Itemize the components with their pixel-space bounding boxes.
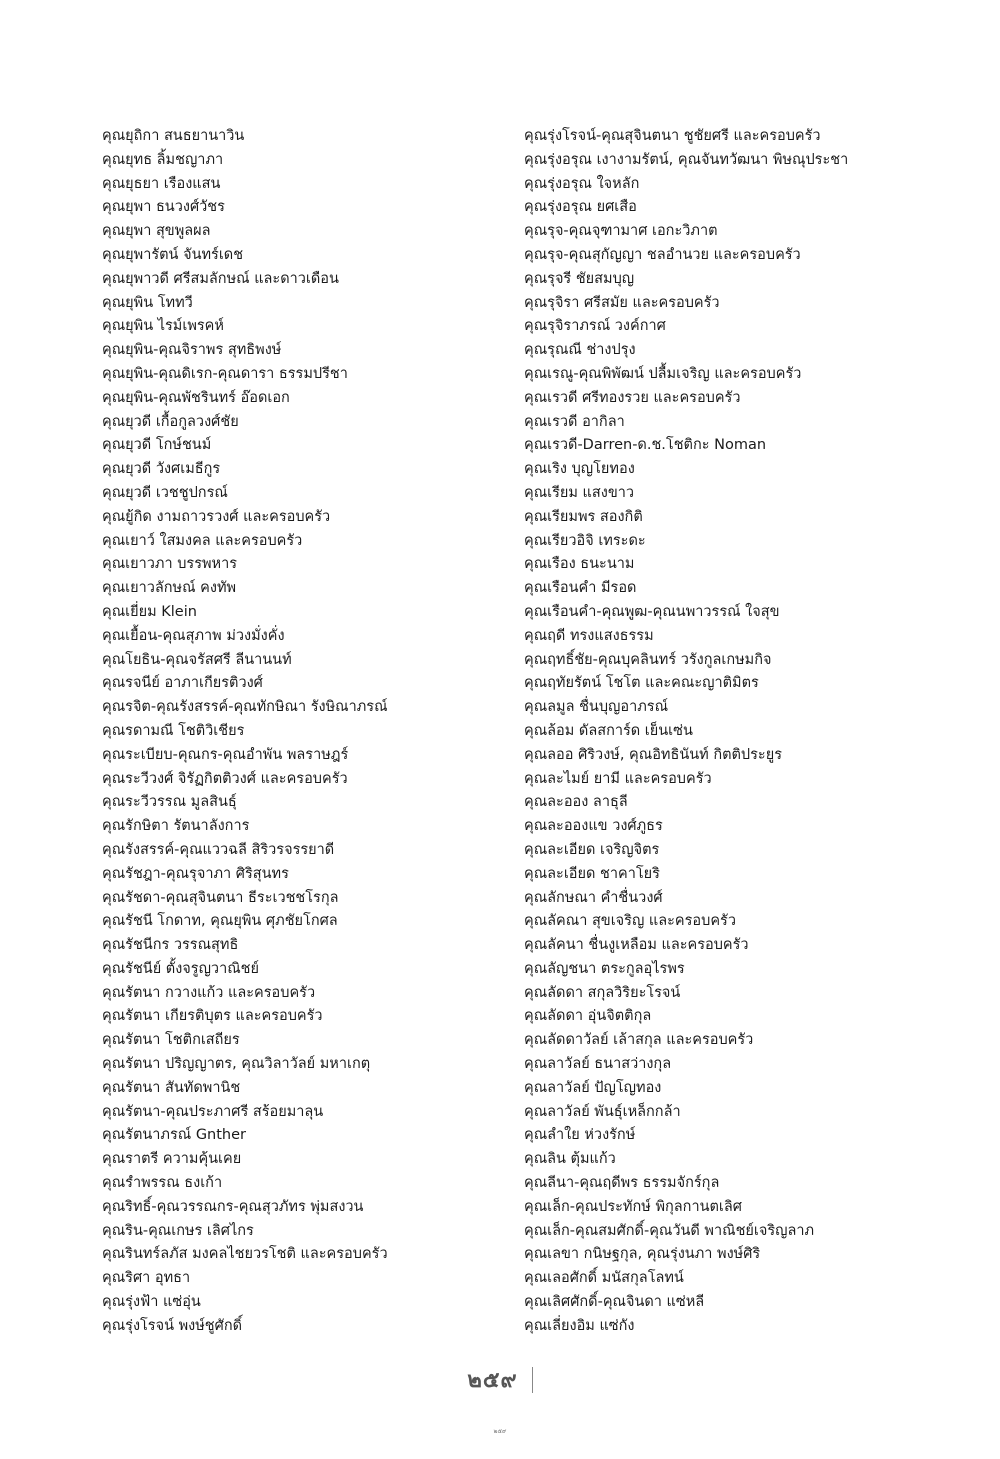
list-item: คุณเรือนคำ มีรอด bbox=[524, 580, 637, 597]
list-item: คุณรุจ-คุณจุฑามาศ เอกะวิภาต bbox=[524, 223, 718, 240]
list-item: คุณเรวดี อากิลา bbox=[524, 413, 625, 430]
name-list-left-column bbox=[102, 125, 502, 1339]
list-item: คุณรุจ-คุณสุกัญญา ชลอำนวย และครอบครัว bbox=[524, 246, 801, 263]
list-item: คุณระเบียบ-คุณกร-คุณอำพัน พลราษฎร์ bbox=[102, 746, 349, 763]
list-item: คุณเรวดี-Darren-ด.ช.โชติกะ Noman bbox=[524, 437, 767, 454]
list-item: คุณรัชดา-คุณสุจินตนา ธีระเวชชโรกุล bbox=[102, 889, 339, 906]
name-list-right-column bbox=[524, 125, 964, 1339]
list-item: คุณรัชนีย์ ตั้งจรูญวาณิชย์ bbox=[102, 960, 260, 977]
list-item: คุณรุ่งฟ้า แซ่อุ่น bbox=[102, 1294, 201, 1311]
list-item: คุณยุพาวดี ศรีสมลักษณ์ และดาวเดือน bbox=[102, 270, 339, 287]
list-item: คุณยุธยา เรืองแสน bbox=[102, 175, 221, 192]
list-item: คุณยุวดี โกษ์ชนม์ bbox=[102, 437, 212, 454]
list-item: คุณลัคณา สุขเจริญ และครอบครัว bbox=[524, 913, 736, 930]
list-item: คุณรุ่งอรุณ ใจหลัก bbox=[524, 175, 640, 192]
list-item: คุณลออ ศิริวงษ์, คุณอิทธินันท์ กิตติประยูร bbox=[524, 746, 782, 763]
list-item: คุณรัตนา กวางแก้ว และครอบครัว bbox=[102, 984, 316, 1001]
list-item: คุณลาวัลย์ พันธุ์เหล็กกล้า bbox=[524, 1103, 681, 1120]
list-item: คุณรุ่งอรุณ เงางามรัตน์, คุณจันทวัฒนา พิษณุประชา bbox=[524, 151, 849, 168]
list-item: คุณรุจิรา ศรีสมัย และครอบครัว bbox=[524, 294, 720, 311]
list-item: คุณละออง ลาธุลี bbox=[524, 794, 628, 811]
page-number-divider bbox=[532, 1367, 533, 1393]
list-item: คุณรุ่งอรุณ ยศเสือ bbox=[524, 199, 637, 216]
list-item: คุณเยาวภา บรรพหาร bbox=[102, 556, 238, 573]
list-item: คุณยุถิกา สนธยานาวิน bbox=[102, 128, 245, 144]
list-item: คุณรุจิราภรณ์ วงค์กาศ bbox=[524, 318, 666, 335]
list-item: คุณละไมย์ ยามี และครอบครัว bbox=[524, 770, 712, 787]
list-item: คุณเรียม แสงขาว bbox=[524, 484, 635, 501]
list-item: คุณเรือง ธนะนาม bbox=[524, 556, 635, 573]
list-item: คุณรำพรรณ ธงเก้า bbox=[102, 1175, 223, 1192]
list-item: คุณเลิศศักดิ์-คุณจินดา แซ่หลี bbox=[524, 1294, 705, 1311]
list-item: คุณรัตนา ปริญญาตร, คุณวิลาวัลย์ มหาเกตุ bbox=[102, 1056, 371, 1073]
list-item: คุณละเอียด ชาคาโยริ bbox=[524, 865, 660, 882]
list-item: คุณยุพา สุขพูลผล bbox=[102, 223, 211, 240]
list-item: คุณเลขา กนิษฐกุล, คุณรุ่งนภา พงษ์ศิริ bbox=[524, 1246, 761, 1263]
list-item: คุณฤดี ทรงแสงธรรม bbox=[524, 627, 654, 644]
list-item: คุณรังสรรค์-คุณแววฉลี สิริวรจรรยาดี bbox=[102, 841, 335, 858]
list-item: คุณเยาวลักษณ์ คงทัพ bbox=[102, 580, 237, 597]
list-item: คุณเยี่ยม Klein bbox=[102, 603, 197, 620]
list-item: คุณลักษณา คำชื่นวงศ์ bbox=[524, 889, 663, 906]
list-item: คุณรจิต-คุณรังสรรค์-คุณทักษิณา รังษิณาภรณ์ bbox=[102, 699, 388, 716]
list-item: คุณรุจรี ชัยสมบุญ bbox=[524, 270, 635, 287]
list-item: คุณริทธิ์-คุณวรรณกร-คุณสุวภัทร พุ่มสงวน bbox=[102, 1198, 364, 1215]
list-item: คุณลำใย ห่วงรักษ์ bbox=[524, 1127, 636, 1144]
list-item: คุณยุพิน-คุณพัชรินทร์ อ๊อดเอก bbox=[102, 389, 290, 406]
list-item: คุณรุ่งโรจน์ พงษ์ชูศักดิ์ bbox=[102, 1317, 243, 1334]
list-item: คุณยู้กิด งามถาวรวงศ์ และครอบครัว bbox=[102, 508, 331, 525]
list-item: คุณรัชนีกร วรรณสุทธิ bbox=[102, 937, 239, 954]
list-item: คุณเลี่ยงอิม แซ่กัง bbox=[524, 1317, 635, 1334]
list-item: คุณลัญชนา ตระกูลอุไรพร bbox=[524, 960, 685, 977]
list-item: คุณยุพา ธนวงศ์วัชร bbox=[102, 199, 225, 216]
footer-mark: ๒๕๙ bbox=[493, 1428, 507, 1435]
list-item: คุณรัตนา-คุณประภาศรี สร้อยมาลุน bbox=[102, 1103, 324, 1120]
list-item: คุณเยื้อน-คุณสุภาพ ม่วงมั่งคั่ง bbox=[102, 627, 285, 644]
list-item: คุณรินทร์ลภัส มงคลไชยวรโชติ และครอบครัว bbox=[102, 1246, 388, 1263]
list-item: คุณลาวัลย์ ปัญโญทอง bbox=[524, 1079, 662, 1096]
list-item: คุณเริง บุญโยทอง bbox=[524, 461, 635, 478]
list-item: คุณละเอียด เจริญจิตร bbox=[524, 841, 660, 858]
list-item: คุณเล็ก-คุณสมศักดิ์-คุณวันดี พาณิชย์เจริญลาภ bbox=[524, 1222, 815, 1239]
list-item: คุณยุวดี เกื้อกูลวงศ์ชัย bbox=[102, 413, 239, 430]
list-item: คุณลัดดา อุ่นจิตติกุล bbox=[524, 1008, 652, 1025]
list-item: คุณลาวัลย์ ธนาสว่างกุล bbox=[524, 1056, 672, 1073]
list-item: คุณลัดดาวัลย์ เล้าสกุล และครอบครัว bbox=[524, 1032, 754, 1049]
list-item: คุณเรือนคำ-คุณพูฒ-คุณนพาวรรณ์ ใจสุข bbox=[524, 603, 780, 620]
list-item: คุณฤทัยรัตน์ โชโต และคณะญาติมิตร bbox=[524, 675, 759, 692]
list-item: คุณยุพิน โททวี bbox=[102, 294, 193, 311]
list-item: คุณเลอศักดิ์ มนัสกุลโลทน์ bbox=[524, 1270, 684, 1287]
list-item: คุณยุพิน-คุณดิเรก-คุณดารา ธรรมปรีชา bbox=[102, 365, 348, 382]
list-item: คุณเล็ก-คุณประทักษ์ พิกุลกานตเลิศ bbox=[524, 1198, 742, 1215]
list-item: คุณระวีวงศ์ จิรัฏกิตติวงศ์ และครอบครัว bbox=[102, 770, 348, 787]
list-item: คุณรุณณี ช่างปรุง bbox=[524, 342, 636, 359]
page-number: ๒๕๙ bbox=[467, 1368, 518, 1393]
list-item: คุณยุพารัตน์ จันทร์เดช bbox=[102, 246, 244, 263]
list-item: คุณรัชฎา-คุณรุจาภา ศิริสุนทร bbox=[102, 865, 289, 882]
list-item: คุณเรียวอิจิ เทระดะ bbox=[524, 532, 646, 549]
list-item: คุณรัตนา สันทัดพานิช bbox=[102, 1079, 241, 1096]
list-item: คุณรักษิตา รัตนาลังการ bbox=[102, 818, 250, 835]
list-item: คุณลัคนา ชื่นงูเหลือม และครอบครัว bbox=[524, 937, 749, 954]
list-item: คุณยุวดี เวชชูปกรณ์ bbox=[102, 484, 228, 501]
list-item: คุณเรณู-คุณพิพัฒน์ ปลื้มเจริญ และครอบครัว bbox=[524, 365, 802, 382]
list-item: คุณเรียมพร สองกิติ bbox=[524, 508, 643, 525]
list-item: คุณรจนีย์ อาภาเกียรติวงศ์ bbox=[102, 675, 263, 692]
list-item: คุณยุทธ ลิ้มชญาภา bbox=[102, 151, 224, 168]
list-item: คุณลีนา-คุณฤดีพร ธรรมจักร์กุล bbox=[524, 1175, 720, 1192]
list-item: คุณยุพิน-คุณจิราพร สุทธิพงษ์ bbox=[102, 342, 282, 359]
list-item: คุณเยาว์ ใสมงคล และครอบครัว bbox=[102, 532, 303, 549]
list-item: คุณเรวดี ศรีทองรวย และครอบครัว bbox=[524, 389, 741, 406]
page-number-block bbox=[0, 1362, 1000, 1397]
list-item: คุณฤทธิ์ชัย-คุณบุคลินทร์ วรังกูลเกษมกิจ bbox=[524, 651, 772, 668]
list-item: คุณยุพิน ไรม์เพรคห์ bbox=[102, 318, 224, 335]
list-item: คุณละอองแข วงศ์ภูธร bbox=[524, 818, 663, 835]
list-item: คุณรัตนา เกียรติบุตร และครอบครัว bbox=[102, 1008, 323, 1025]
list-item: คุณรัตนา โชติกเสถียร bbox=[102, 1032, 240, 1049]
list-item: คุณรุ่งโรจน์-คุณสุจินตนา ชูชัยศรี และครอบครัว bbox=[524, 128, 821, 144]
list-item: คุณลิน ตุ้มแก้ว bbox=[524, 1151, 616, 1168]
list-item: คุณลัดดา สกุลวิริยะโรจน์ bbox=[524, 984, 681, 1001]
list-item: คุณรัชนี โกดาท, คุณยุพิน ศุภชัยโกศล bbox=[102, 913, 338, 930]
list-item: คุณลมูล ชื่นบุญอาภรณ์ bbox=[524, 699, 669, 716]
list-item: คุณราตรี ความคุ้นเคย bbox=[102, 1151, 242, 1168]
list-item: คุณล้อม ดัลสการ์ด เย็นเซ่น bbox=[524, 722, 693, 739]
list-item: คุณโยธิน-คุณจรัสศรี ลีนานนท์ bbox=[102, 651, 292, 668]
list-item: คุณริศา อุทธา bbox=[102, 1270, 191, 1287]
list-item: คุณระวีวรรณ มูลสินธุ์ bbox=[102, 794, 237, 811]
list-item: คุณรดามณี โชติวิเชียร bbox=[102, 722, 245, 739]
list-item: คุณริน-คุณเกษร เลิศไกร bbox=[102, 1222, 254, 1239]
list-item: คุณรัตนาภรณ์ Gnther bbox=[102, 1127, 247, 1144]
list-item: คุณยุวดี วังศเมธีกูร bbox=[102, 461, 221, 478]
